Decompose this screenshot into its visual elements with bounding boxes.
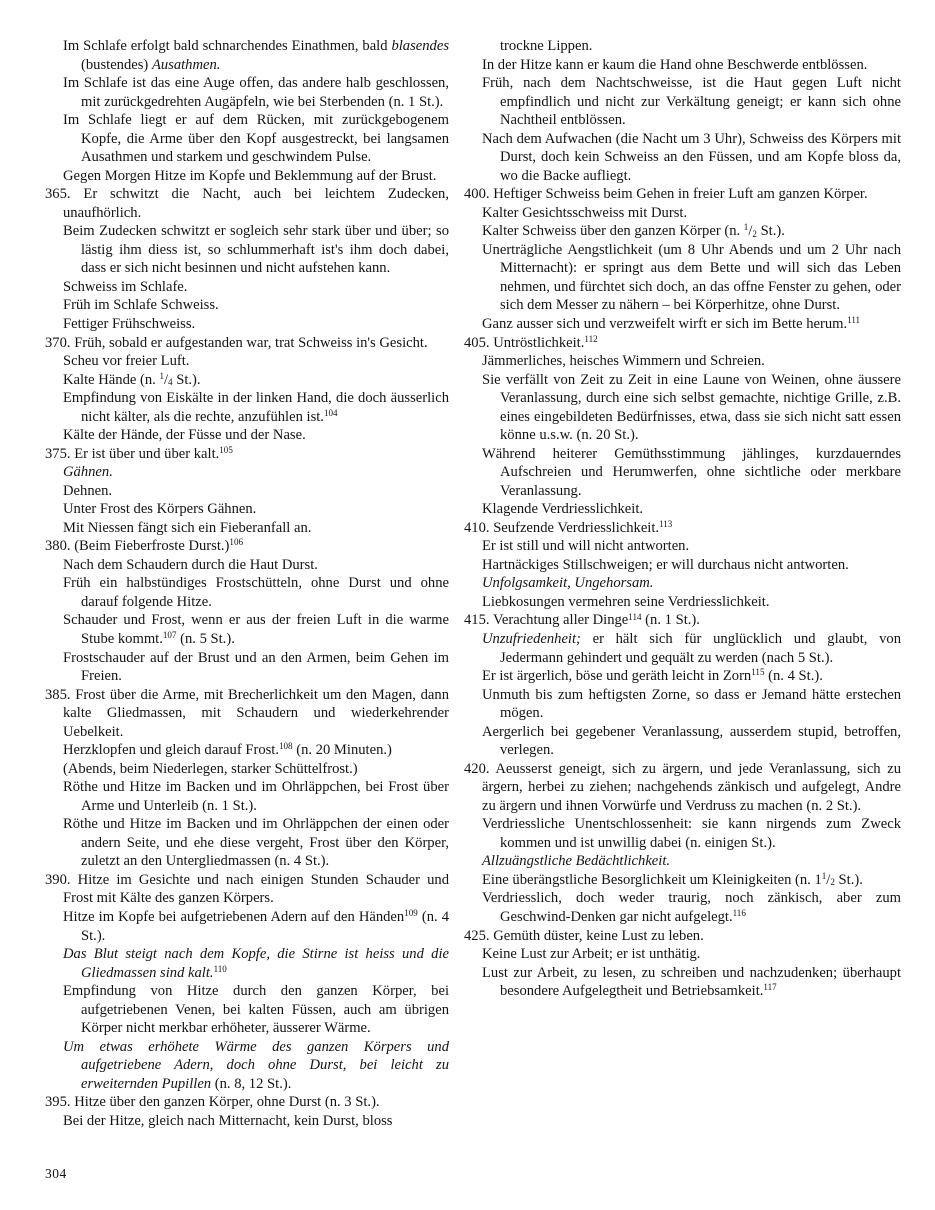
entry: Gegen Morgen Hitze im Kopfe und Beklemmung auf der Brust.	[63, 167, 437, 184]
entry: Unerträgliche Aengstlichkeit (um 8 Uhr Abends und um 2 Uhr nach Mitternacht): er springt aus dem Bette und will sich das Leben nehmen, und fürchtet sich doch, an das offne Fenster zu gehen, oder sich dem Messer zu nähern – bei Körperhitze, ohne Durst.	[482, 241, 901, 314]
entry: 395. Hitze über den ganzen Körper, ohne Durst (n. 3 St.).	[45, 1094, 380, 1111]
entry: Schweiss im Schlafe.	[63, 278, 188, 295]
entry: Nach dem Schaudern durch die Haut Durst.	[63, 556, 318, 573]
entry-number: 405.	[464, 334, 494, 351]
entry: 370. Früh, sobald er aufgestanden war, trat Schweiss in's Gesicht.	[45, 334, 428, 351]
footnote-ref: 105	[219, 444, 233, 455]
entry: Er ist still und will nicht antworten.	[482, 538, 690, 555]
entry: Unmuth bis zum heftigsten Zorne, so dass er Jemand hätte erstechen mögen.	[482, 686, 901, 722]
entry: Früh, nach dem Nachtschweisse, ist die Haut gegen Luft nicht empfindlich und nicht zur Verkältung geneigt; er kann sich ohne Nachtheil entblössen.	[482, 75, 901, 129]
right-column	[464, 37, 901, 1130]
entry: Fettiger Frühschweiss.	[63, 315, 196, 332]
entry: Verdriesslich, doch weder traurig, noch zänkisch, aber zum Geschwind-Denken gar nicht aufgelegt.$^{116}$	[482, 890, 901, 925]
entry: Schauder und Frost, wenn er aus der freien Luft in die warme Stube kommt.$^{107}$ (n. 5 St.).	[63, 612, 449, 647]
entry: Früh im Schlafe Schweiss.	[63, 297, 219, 314]
entry: Bei der Hitze, gleich nach Mitternacht, kein Durst, bloss	[63, 1112, 393, 1129]
left-column	[45, 37, 449, 1130]
entry: Nach dem Aufwachen (die Nacht um 3 Uhr), Schweiss des Körpers mit Durst, doch kein Schweiss an den Füssen, und am Kopfe bloss da, wo die Backe aufliegt.	[482, 130, 901, 184]
entry-number: 370.	[45, 334, 75, 351]
footnote-ref: 114	[628, 611, 642, 622]
entry: Scheu vor freier Luft.	[63, 353, 190, 370]
entry: Röthe und Hitze im Backen und im Ohrläppchen, bei Frost über Arme und Unterleib (n. 1 St.).	[63, 779, 449, 814]
entry: Im Schlafe liegt er auf dem Rücken, mit zurückgebogenem Kopfe, die Arme über den Kopf ausgestreckt, bei langsamen Ausathmen und starkem und geschwindem Pulse.	[63, 112, 449, 166]
entry: 415. Verachtung aller Dinge$^{114}$ (n. 1 St.).	[464, 611, 700, 629]
entry: Röthe und Hitze im Backen und im Ohrläppchen der einen oder andern Seite, und ehe diese vergeht, Frost über den Körper, zuletzt an den Untergliedmassen (n. 4 St.).	[63, 816, 449, 870]
entry: Im Schlafe ist das eine Auge offen, das andere halb geschlossen, mit zurückgedrehten Augäpfeln, wie bei Sterbenden (n. 1 St.).	[63, 75, 449, 110]
entry: Herzklopfen und gleich darauf Frost.$^{108}$ (n. 20 Minuten.)	[63, 741, 392, 759]
page-number: 304	[45, 1166, 67, 1181]
entry: Beim Zudecken schwitzt er sogleich sehr stark über und über; so lästig ihm diess ist, so schlummerhaft ist's ihm doch dabei, dass er sich nicht besinnen und nicht aufstehen kann.	[63, 223, 449, 277]
entry: Während heiterer Gemüthsstimmung jählinges, kurzdauerndes Aufschreien und Herumwerfen, ohne sichtliche oder merkbare Veranlassung.	[482, 445, 901, 499]
entry-number: 380.	[45, 538, 75, 555]
entry: Er ist ärgerlich, böse und geräth leicht in Zorn$^{115}$ (n. 4 St.).	[482, 667, 823, 685]
entry-number: 385.	[45, 686, 76, 703]
entry: Kälte der Hände, der Füsse und der Nase.	[63, 427, 306, 444]
footnote-ref: 115	[751, 667, 765, 678]
entry: Keine Lust zur Arbeit; er ist unthätig.	[482, 946, 701, 963]
footnote-ref: 104	[323, 407, 338, 418]
entry: Sie verfällt von Zeit zu Zeit in eine Laune von Weinen, ohne äussere Veranlassung, durch eine sich selbst gemachte, nichtige Grille, z.B. eines eingebildeten Bedürfnisses, etwa, dass sie sich nicht satt essen könne u.s.w. (n. 20 St.).	[482, 371, 901, 444]
footnote-ref: 111	[847, 315, 861, 325]
entry: Empfindung von Hitze durch den ganzen Körper, bei aufgetriebenen Venen, bei kalten Füssen, auch am übrigen Körper nicht merkbar erhöheter, äusserer Wärme.	[63, 983, 449, 1037]
entry: Allzuängstliche Bedächtlichkeit.	[482, 853, 671, 870]
entry-number: 410.	[464, 519, 494, 536]
entry: Frostschauder auf der Brust und an den Armen, beim Gehen im Freien.	[63, 649, 449, 685]
footnote-ref: 112	[584, 333, 598, 344]
entry-number: 395.	[45, 1094, 75, 1111]
footnote-ref: 109	[404, 908, 418, 918]
entry: Jämmerliches, heisches Wimmern und Schreien.	[482, 353, 765, 370]
footnote-ref: 106	[229, 537, 243, 548]
entry: Eine überängstliche Besorglichkeit um Kleinigkeiten (n. $1^1/2$ St.).	[482, 870, 863, 888]
entry: Gähnen.	[63, 464, 113, 481]
entry: Verdriessliche Unentschlossenheit: sie kann nirgends zum Zweck kommen und ist unwillig dabei (n. einigen St.).	[482, 816, 901, 851]
footnote-ref: 1	[159, 370, 164, 381]
footnote-ref: 1	[743, 222, 749, 233]
entry-number: 425.	[464, 927, 494, 944]
entry: In der Hitze kann er kaum die Hand ohne Beschwerde entblössen.	[482, 56, 868, 73]
entry: Unter Frost des Körpers Gähnen.	[63, 501, 257, 518]
footnote-ref: 107	[162, 630, 177, 641]
entry: 390. Hitze im Gesichte und nach einigen Stunden Schauder und Frost mit Kälte des ganzen Körpers.	[45, 871, 449, 907]
entry-number: 420.	[464, 760, 496, 777]
entry: 380. (Beim Fieberfroste Durst.)$^{106}$	[45, 537, 243, 555]
entry-number: 415.	[464, 612, 493, 629]
footnote-ref: 116	[732, 908, 746, 918]
footnote-ref: 110	[213, 963, 227, 974]
entry: Hartnäckiges Stillschweigen; er will durchaus nicht antworten.	[482, 556, 849, 573]
entry-number: 365.	[45, 186, 84, 203]
entry: Kalter Gesichtsschweiss mit Durst.	[482, 204, 688, 221]
entry: Unzufriedenheit; er hält sich für unglücklich und glaubt, von Jedermann gehindert und gequält zu werden (nach 5 St.).	[482, 631, 901, 666]
entry: Unfolgsamkeit, Ungehorsam.	[482, 575, 654, 592]
entry: Kalte Hände (n. $^1$/4 St.).	[63, 370, 201, 388]
entry: 385. Frost über die Arme, mit Brecherlichkeit um den Magen, dann kalte Gliedmassen, mit Schaudern und wiederkehrender Uebelkeit.	[45, 686, 449, 740]
entry: Empfindung von Eiskälte in der linken Hand, die doch äusserlich nicht kälter, als die rechte, anzufühlen ist.$^{104}$	[63, 390, 449, 425]
entry-number: 390.	[45, 871, 78, 888]
entry: Aergerlich bei gegebener Veranlassung, ausserdem stupid, betroffen, verlegen.	[482, 723, 901, 759]
footnote-ref: 113	[659, 518, 673, 529]
entry: 405. Untröstlichkeit.$^{112}$	[464, 333, 598, 351]
entry: (Abends, beim Niederlegen, starker Schüttelfrost.)	[63, 760, 358, 777]
entry: Ganz ausser sich und verzweifelt wirft er sich im Bette herum.$^{111}$	[482, 315, 861, 332]
footnote-ref: 1	[821, 870, 827, 881]
entry: Mit Niessen fängt sich ein Fieberanfall an.	[63, 519, 312, 536]
entry: Lust zur Arbeit, zu lesen, zu schreiben und nachzudenken; überhaupt besondere Aufgelegtheit und Betriebsamkeit.$^{117}$	[482, 964, 901, 1000]
entry: Früh ein halbstündiges Frostschütteln, ohne Durst und ohne darauf folgende Hitze.	[63, 575, 449, 610]
entry: 400. Heftiger Schweiss beim Gehen in freier Luft am ganzen Körper.	[464, 186, 868, 203]
entry: 410. Seufzende Verdriesslichkeit.$^{113}$	[464, 518, 673, 536]
entry: Hitze im Kopfe bei aufgetriebenen Adern auf den Händen$^{109}$ (n. 4 St.).	[63, 908, 449, 944]
entry: trockne Lippen.	[500, 38, 593, 54]
entry: 425. Gemüth düster, keine Lust zu leben.	[464, 927, 704, 944]
entry: Kalter Schweiss über den ganzen Körper (n. $^1$/2 St.).	[482, 222, 785, 240]
entry-number: 400.	[464, 186, 494, 203]
entry: 420. Aeusserst geneigt, sich zu ärgern, und jede Veranlassung, sich zu ärgern, herbei zu ziehen; nachgehends zänkisch und aufgelegt, Andre zu ärgern und ihnen Vorwürfe und Verdruss zu machen (n. 2 St.).	[464, 760, 902, 814]
entry: Klagende Verdriesslichkeit.	[482, 501, 644, 518]
entry: Im Schlafe erfolgt bald schnarchendes Einathmen, bald blasendes (bustendes) Ausathmen.	[63, 38, 449, 73]
entry: Dehnen.	[63, 482, 113, 499]
entry: Um etwas erhöhete Wärme des ganzen Körpers und aufgetriebene Adern, doch ohne Durst, bei leicht zu erweiternden Pupillen (n. 8, 12 St.).	[63, 1038, 449, 1092]
entry: 365. Er schwitzt die Nacht, auch bei leichtem Zudecken, unaufhörlich.	[45, 186, 449, 221]
entry: Liebkosungen vermehren seine Verdriesslichkeit.	[482, 593, 770, 610]
entry: 375. Er ist über und über kalt.$^{105}$	[45, 444, 233, 462]
entry-number: 375.	[45, 445, 75, 462]
entry: Das Blut steigt nach dem Kopfe, die Stirne ist heiss und die Gliedmassen sind kalt.$^{110}$	[63, 946, 449, 981]
footnote-ref: 108	[279, 741, 293, 752]
footnote-ref: 117	[763, 982, 777, 993]
